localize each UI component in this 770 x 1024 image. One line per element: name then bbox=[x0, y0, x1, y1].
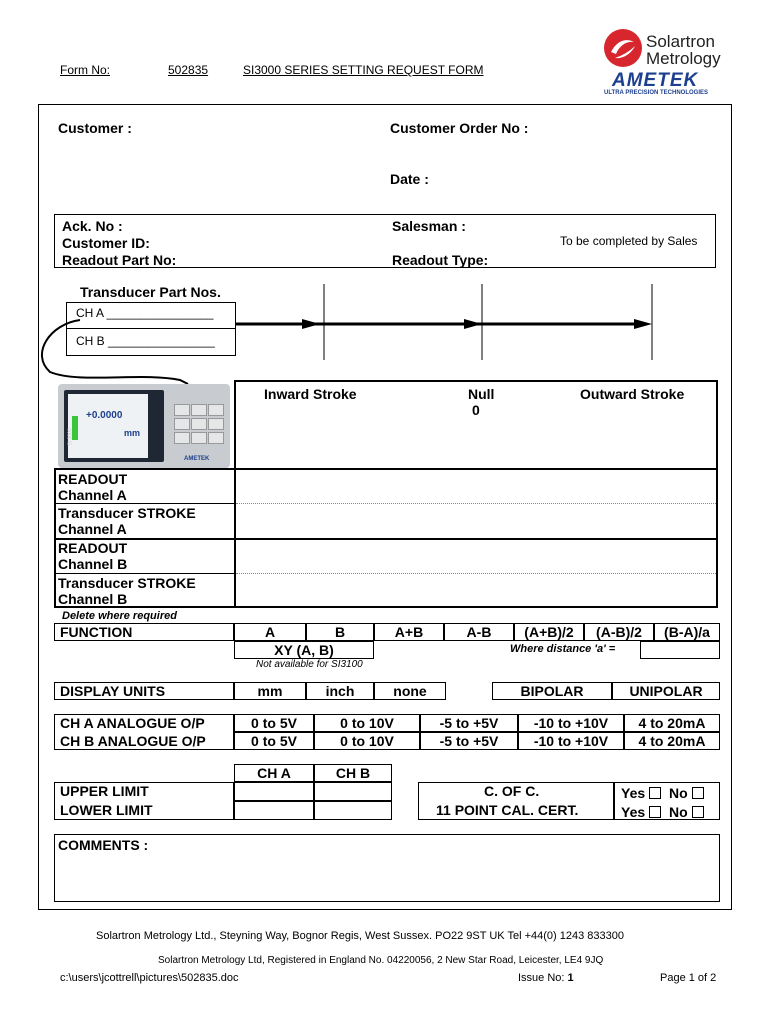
upper-limit-chb[interactable] bbox=[314, 782, 392, 801]
display-unipolar[interactable]: UNIPOLAR bbox=[612, 682, 720, 700]
comments-box[interactable] bbox=[54, 834, 720, 902]
footer-page: Page 1 of 2 bbox=[660, 972, 717, 984]
device-key bbox=[191, 418, 207, 430]
cha-pm5v[interactable]: -5 to +5V bbox=[420, 714, 518, 732]
cofc-label: C. OF C. bbox=[484, 783, 540, 799]
ack-label: Ack. No : bbox=[62, 218, 123, 234]
cal-yes-checkbox[interactable] bbox=[649, 806, 661, 818]
arrow-head-1 bbox=[302, 319, 320, 329]
customer-label: Customer : bbox=[58, 120, 132, 136]
display-none[interactable]: none bbox=[374, 682, 446, 700]
readout-table-mid bbox=[54, 538, 718, 540]
customer-order-label: Customer Order No : bbox=[390, 120, 529, 136]
ametek-logo: AMETEK bbox=[612, 70, 699, 91]
cha-0-5v[interactable]: 0 to 5V bbox=[234, 714, 314, 732]
function-label: FUNCTION bbox=[60, 624, 133, 640]
chb-pm5v[interactable]: -5 to +5V bbox=[420, 732, 518, 750]
cal-no-checkbox[interactable] bbox=[692, 806, 704, 818]
cha-part: CH A ________________ bbox=[76, 306, 214, 320]
cha-4-20ma[interactable]: 4 to 20mA bbox=[624, 714, 720, 732]
arrow-head-3 bbox=[634, 319, 652, 329]
chb-0-10v[interactable]: 0 to 10V bbox=[314, 732, 420, 750]
row-divider-a bbox=[236, 503, 716, 504]
row-divider-b-left bbox=[56, 573, 234, 574]
lower-limit-label: LOWER LIMIT bbox=[60, 802, 153, 818]
readout-device-image bbox=[58, 384, 230, 468]
function-a-minus-b[interactable]: A-B bbox=[444, 623, 514, 641]
outward-stroke-label: Outward Stroke bbox=[580, 386, 685, 402]
footer-address: Solartron Metrology Ltd., Steyning Way, Bognor Regis, West Sussex. PO22 9ST UK Tel +44(0) 1243 833300 bbox=[96, 930, 624, 942]
device-screen bbox=[64, 390, 164, 462]
device-key bbox=[191, 432, 207, 444]
readout-part-label: Readout Part No: bbox=[62, 252, 177, 268]
bracket-curve bbox=[42, 320, 188, 384]
readout-type-label: Readout Type: bbox=[392, 252, 489, 268]
logo-metrology: Metrology bbox=[646, 49, 721, 68]
chb-analogue-label: CH B ANALOGUE O/P bbox=[60, 733, 206, 749]
footer-path: c:\users\jcottrell\pictures\502835.doc bbox=[60, 972, 239, 984]
chb-0-5v[interactable]: 0 to 5V bbox=[234, 732, 314, 750]
chb-part: CH B ________________ bbox=[76, 334, 215, 348]
delete-note: Delete where required bbox=[62, 610, 177, 622]
cofc-yes-checkbox[interactable] bbox=[649, 787, 661, 799]
limits-cha-header: CH A bbox=[234, 764, 314, 782]
stroke-b-label: Transducer STROKE Channel B bbox=[58, 575, 196, 607]
device-brand: AMETEK bbox=[184, 456, 210, 462]
inward-stroke-label: Inward Stroke bbox=[264, 386, 357, 402]
device-key bbox=[174, 418, 190, 430]
solartron-logo-icon bbox=[603, 28, 643, 68]
device-key bbox=[191, 404, 207, 416]
device-value: +0.0000 bbox=[86, 410, 123, 421]
form-no: 502835 bbox=[168, 63, 209, 77]
cal-options: Yes No bbox=[621, 804, 708, 820]
cha-pm10v[interactable]: -10 to +10V bbox=[518, 714, 624, 732]
stroke-a-label: Transducer STROKE Channel A bbox=[58, 505, 196, 537]
stroke-arrow-diagram bbox=[30, 284, 670, 394]
sales-note: To be completed by Sales bbox=[560, 234, 698, 248]
function-a-plus-b[interactable]: A+B bbox=[374, 623, 444, 641]
limits-chb-header: CH B bbox=[314, 764, 392, 782]
date-label: Date : bbox=[390, 171, 429, 187]
function-a-plus-b-half[interactable]: (A+B)/2 bbox=[514, 623, 584, 641]
device-key bbox=[208, 418, 224, 430]
device-unit: mm bbox=[124, 428, 141, 438]
salesman-label: Salesman : bbox=[392, 218, 466, 234]
footer-registration: Solartron Metrology Ltd, Registered in England No. 04220056, 2 New Star Road, Leicester, LE4 9JQ bbox=[158, 955, 604, 966]
row-divider-b bbox=[236, 573, 716, 574]
upper-limit-cha[interactable] bbox=[234, 782, 314, 801]
cha-0-10v[interactable]: 0 to 10V bbox=[314, 714, 420, 732]
ametek-subtitle: ULTRA PRECISION TECHNOLOGIES bbox=[604, 90, 709, 96]
display-inch[interactable]: inch bbox=[306, 682, 374, 700]
not-available-note: Not available for SI3100 bbox=[256, 659, 363, 670]
cofc-options: Yes No bbox=[621, 785, 708, 801]
transducer-title: Transducer Part Nos. bbox=[80, 284, 221, 300]
cal-cert-label: 11 POINT CAL. CERT. bbox=[436, 802, 579, 818]
form-title: SI3000 SERIES SETTING REQUEST FORM bbox=[243, 63, 484, 77]
function-a[interactable]: A bbox=[234, 623, 306, 641]
cofc-no-checkbox[interactable] bbox=[692, 787, 704, 799]
display-mm[interactable]: mm bbox=[234, 682, 306, 700]
chb-4-20ma[interactable]: 4 to 20mA bbox=[624, 732, 720, 750]
device-display bbox=[68, 394, 148, 458]
distance-a-input[interactable] bbox=[640, 641, 720, 659]
lower-limit-cha[interactable] bbox=[234, 801, 314, 820]
lower-limit-chb[interactable] bbox=[314, 801, 392, 820]
function-b-minus-a-over-a[interactable]: (B-A)/a bbox=[654, 623, 720, 641]
display-units-label: DISPLAY UNITS bbox=[60, 683, 166, 699]
device-key bbox=[208, 432, 224, 444]
arrow-head-2 bbox=[464, 319, 482, 329]
readout-b-label: READOUT Channel B bbox=[58, 540, 128, 572]
where-distance-label: Where distance 'a' = bbox=[510, 643, 616, 655]
form-no-label: Form No: bbox=[60, 63, 111, 77]
function-a-minus-b-half[interactable]: (A-B)/2 bbox=[584, 623, 654, 641]
chb-pm10v[interactable]: -10 to +10V bbox=[518, 732, 624, 750]
null-label: Null bbox=[468, 386, 495, 402]
null-value: 0 bbox=[472, 402, 480, 418]
display-bipolar[interactable]: BIPOLAR bbox=[492, 682, 612, 700]
logo-solartron: Solartron bbox=[646, 32, 715, 51]
device-key bbox=[174, 432, 190, 444]
function-b[interactable]: B bbox=[306, 623, 374, 641]
device-side-label: SI 3000 bbox=[67, 428, 74, 446]
row-divider-a-left bbox=[56, 503, 234, 504]
footer-issue: Issue No: 1 bbox=[518, 972, 574, 984]
device-key bbox=[174, 404, 190, 416]
function-xy[interactable]: XY (A, B) bbox=[234, 641, 374, 659]
readout-a-label: READOUT Channel A bbox=[58, 471, 128, 503]
comments-label: COMMENTS : bbox=[58, 837, 149, 853]
cha-analogue-label: CH A ANALOGUE O/P bbox=[60, 715, 205, 731]
device-key bbox=[208, 404, 224, 416]
customer-id-label: Customer ID: bbox=[62, 235, 150, 251]
device-keypad bbox=[174, 404, 222, 452]
upper-limit-label: UPPER LIMIT bbox=[60, 783, 149, 799]
